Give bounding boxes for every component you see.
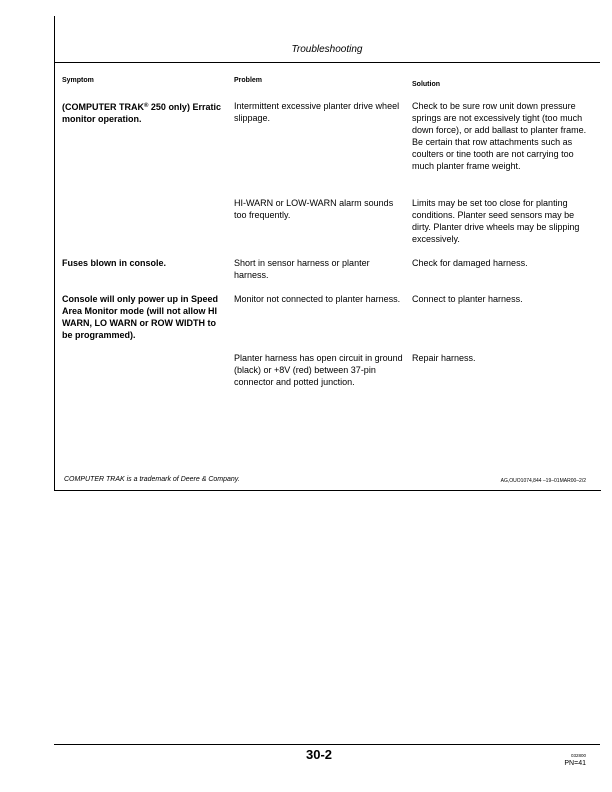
page-title: Troubleshooting — [291, 44, 363, 55]
pn-label: PN=41 — [564, 760, 586, 767]
column-header-symptom: Symptom — [62, 77, 94, 84]
column-header-problem: Problem — [234, 77, 263, 84]
solution-cell: Limits may be set too close for planting conditions. Planter seed sensors may be dirty. Planter drive wheels may be slipping excessively. — [412, 198, 580, 244]
solution-cell: Check to be sure row unit down pressure springs are not excessively tight (too much down force), or add ballast to planter frame. Be certain that row attachments such as coulters or tine tooth are not carrying too much planter frame weight. — [412, 101, 587, 171]
solution-cell: Check for damaged harness. — [412, 258, 528, 268]
page-number: 30-2 — [305, 747, 333, 762]
problem-cell: Intermittent excessive planter drive wheel slippage. — [234, 101, 400, 123]
symptom-text-prefix: (COMPUTER TRAK — [62, 102, 144, 112]
symptom-text-suffix: 250 only) Erratic monitor operation. — [62, 102, 221, 124]
symptom-cell: Fuses blown in console. — [62, 258, 167, 268]
registered-mark: ® — [144, 103, 149, 109]
problem-cell: Monitor not connected to planter harness. — [234, 294, 401, 304]
symptom-cell — [62, 100, 227, 125]
problem-cell: HI-WARN or LOW-WARN alarm sounds too frequently. — [234, 198, 394, 220]
footer-divider — [54, 744, 600, 745]
symptom-cell: Console will only power up in Speed Area Monitor mode (will not allow HI WARN, LO WARN or ROW WIDTH to be programmed). — [62, 294, 219, 340]
print-code: 032800 — [570, 753, 586, 758]
document-reference: AG,OUO1074,844 –19–01MAR00–2/2 — [500, 478, 586, 484]
problem-cell: Planter harness has open circuit in ground (black) or +8V (red) between 37-pin connector and potted junction. — [234, 353, 403, 387]
solution-cell: Repair harness. — [412, 353, 476, 363]
page-frame — [54, 16, 601, 491]
solution-cell: Connect to planter harness. — [412, 294, 523, 304]
problem-cell: Short in sensor harness or planter harness. — [234, 258, 370, 280]
column-header-solution: Solution — [412, 81, 440, 88]
trademark-footnote: COMPUTER TRAK is a trademark of Deere & Company. — [64, 476, 240, 483]
header-divider — [54, 62, 600, 63]
